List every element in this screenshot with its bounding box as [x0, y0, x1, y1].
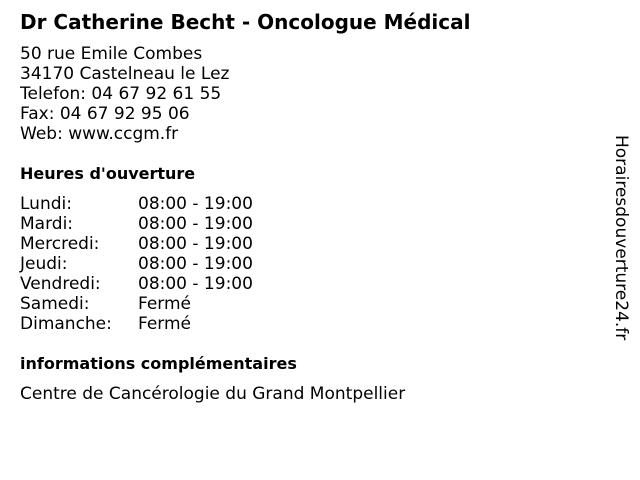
day-label: Mercredi: — [20, 234, 100, 254]
phone-number: Telefon: 04 67 92 61 55 — [20, 84, 222, 104]
day-label: Samedi: — [20, 294, 90, 314]
time-value: Fermé — [138, 294, 192, 314]
day-label: Vendredi: — [20, 274, 101, 294]
watermark-text: Horairesdouverture24.fr — [611, 135, 631, 341]
fax-number: Fax: 04 67 92 95 06 — [20, 104, 190, 124]
time-value: 08:00 - 19:00 — [138, 274, 253, 294]
street-address: 50 rue Emile Combes — [20, 44, 203, 64]
time-value: 08:00 - 19:00 — [138, 254, 253, 274]
day-label: Jeudi: — [20, 254, 68, 274]
day-label: Mardi: — [20, 214, 74, 234]
contact-block — [20, 44, 229, 144]
time-value: Fermé — [138, 314, 192, 334]
page-title: Dr Catherine Becht - Oncologue Médical — [20, 10, 471, 34]
day-label: Dimanche: — [20, 314, 112, 334]
website: Web: www.ccgm.fr — [20, 124, 179, 144]
additional-info-heading: informations complémentaires — [20, 354, 297, 373]
time-value: 08:00 - 19:00 — [138, 194, 253, 214]
time-value: 08:00 - 19:00 — [138, 214, 253, 234]
opening-hours-heading: Heures d'ouverture — [20, 164, 196, 183]
day-label: Lundi: — [20, 194, 72, 214]
watermark — [611, 135, 631, 370]
city-address: 34170 Castelneau le Lez — [20, 64, 230, 84]
additional-info-text: Centre de Cancérologie du Grand Montpellier — [20, 384, 406, 404]
time-value: 08:00 - 19:00 — [138, 234, 253, 254]
